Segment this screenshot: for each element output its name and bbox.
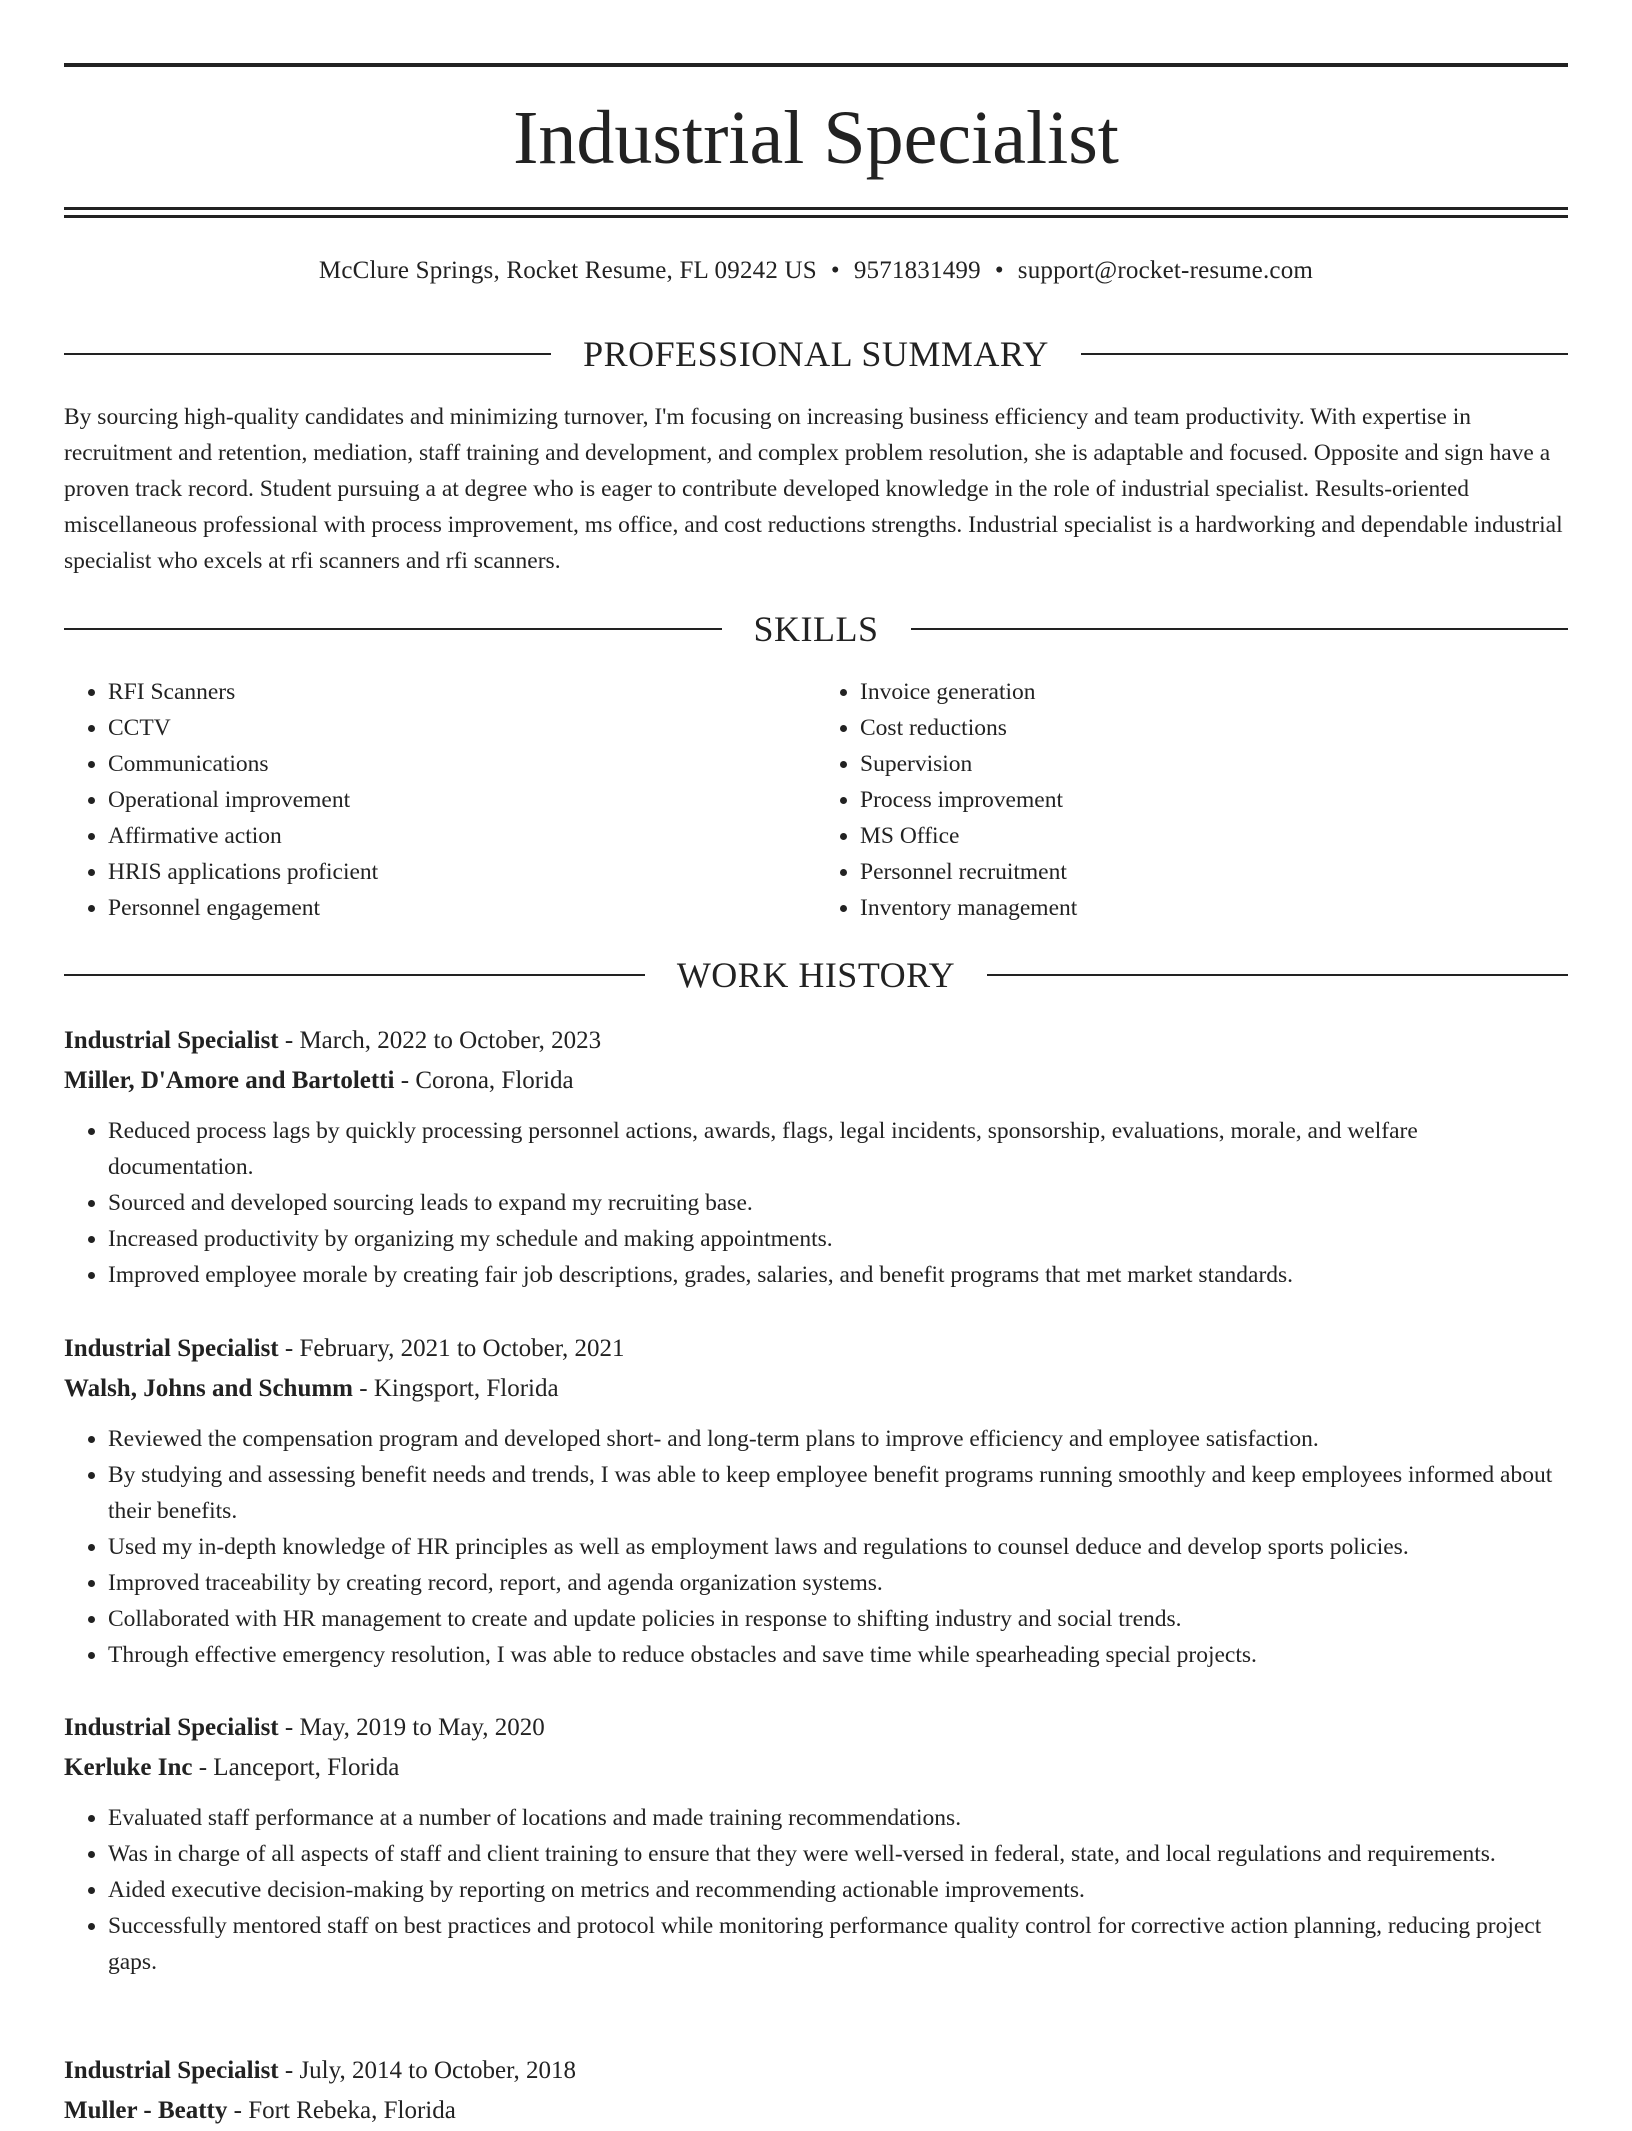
- contact-address: McClure Springs, Rocket Resume, FL 09242 US: [318, 257, 817, 284]
- job-company-line: [64, 1061, 1568, 1101]
- work-heading-label: WORK HISTORY: [676, 955, 956, 995]
- heading-rule-right: [987, 974, 1568, 976]
- job-bullet: • Improved employee morale by creating fair job descriptions, grades, salaries, and benefit programs that met market standards.: [108, 1257, 1568, 1293]
- skill-item: • Cost reductions: [860, 710, 1568, 746]
- skill-item: • Personnel recruitment: [860, 854, 1568, 890]
- job-dates: - February, 2021 to October, 2021: [278, 1335, 625, 1362]
- skills-heading-label: SKILLS: [753, 609, 879, 649]
- job-bullets: [64, 1421, 1568, 1673]
- job-dates: - May, 2019 to May, 2020: [278, 1714, 545, 1741]
- job-bullet: • By studying and assessing benefit needs and trends, I was able to keep employee benefit programs running smoothly and keep employees informed about their benefits.: [108, 1457, 1568, 1529]
- contact-email[interactable]: support@rocket-resume.com: [1017, 257, 1314, 284]
- job-bullet: • Was in charge of all aspects of staff and client training to ensure that they were well-versed in federal, state, and local regulations and requirements.: [108, 1836, 1568, 1872]
- job-company: Muller - Beatty: [64, 2097, 228, 2124]
- job-company-line: [64, 1369, 1568, 1409]
- job-bullet: • Improved traceability by creating record, report, and agenda organization systems.: [108, 1565, 1568, 1601]
- title-rule-lower: [64, 215, 1568, 218]
- summary-heading: [64, 332, 1568, 376]
- work-entry: [64, 1708, 1568, 1980]
- job-bullet: • Aided executive decision-making by reporting on metrics and recommending actionable improvements.: [108, 1872, 1568, 1908]
- job-bullet: • Increased productivity by organizing my schedule and making appointments.: [108, 1221, 1568, 1257]
- skill-item: • Personnel engagement: [108, 890, 816, 926]
- job-bullet: • Reviewed the compensation program and developed short- and long-term plans to improve efficiency and employee satisfaction.: [108, 1421, 1568, 1457]
- skill-item: • Communications: [108, 746, 816, 782]
- skill-item: • CCTV: [108, 710, 816, 746]
- job-bullet: • Successfully mentored staff on best practices and protocol while monitoring performance quality control for corrective action planning, reducing project gaps.: [108, 1908, 1568, 1980]
- job-bullet: • Through effective emergency resolution, I was able to reduce obstacles and save time while spearheading special projects.: [108, 1637, 1568, 1673]
- heading-rule-left: [64, 974, 645, 976]
- skills-list: [64, 674, 1568, 926]
- job-bullet: • Used my in-depth knowledge of HR principles as well as employment laws and regulations to counsel deduce and develop sports policies.: [108, 1529, 1568, 1565]
- skill-item: • MS Office: [860, 818, 1568, 854]
- job-location: - Fort Rebeka, Florida: [227, 2097, 456, 2124]
- skill-item: • Affirmative action: [108, 818, 816, 854]
- skill-item: • Supervision: [860, 746, 1568, 782]
- skill-item: • Operational improvement: [108, 782, 816, 818]
- work-entry: [64, 1021, 1568, 1293]
- heading-rule-left: [64, 353, 551, 355]
- job-bullets: [64, 1113, 1568, 1293]
- skill-item: • Process improvement: [860, 782, 1568, 818]
- contact-separator: •: [994, 257, 1004, 284]
- job-dates: - March, 2022 to October, 2023: [278, 1027, 602, 1054]
- job-title: Industrial Specialist: [64, 1335, 279, 1362]
- job-company-line: [64, 1748, 1568, 1788]
- skills-heading: [64, 607, 1568, 651]
- summary-text: By sourcing high-quality candidates and minimizing turnover, I'm focusing on increasing business efficiency and team productivity. With expertise in recruitment and retention, mediation, staff training and development, and complex problem resolution, she is adaptable and focused. Opposite and sign have a proven track record. Student pursuing a at degree who is eager to contribute developed knowledge in the role of industrial specialist. Results-oriented miscellaneous professional with process improvement, ms office, and cost reductions strengths. Industrial specialist is a hardworking and dependable industrial specialist who excels at rfi scanners and rfi scanners.: [64, 404, 1563, 574]
- skill-item: • Inventory management: [860, 890, 1568, 926]
- skills-column-left: [64, 674, 816, 926]
- work-entry: [64, 1329, 1568, 1673]
- job-title-line: [64, 2051, 1568, 2091]
- work-heading: [64, 953, 1568, 997]
- job-bullets: [64, 1800, 1568, 1980]
- job-title-line: [64, 1329, 1568, 1369]
- job-dates: - July, 2014 to October, 2018: [278, 2057, 576, 2084]
- skill-item: • RFI Scanners: [108, 674, 816, 710]
- skill-item: • Invoice generation: [860, 674, 1568, 710]
- job-bullet: • Sourced and developed sourcing leads to expand my recruiting base.: [108, 1185, 1568, 1221]
- job-location: - Lanceport, Florida: [192, 1754, 400, 1781]
- job-title: Industrial Specialist: [64, 2057, 279, 2084]
- job-location: - Kingsport, Florida: [353, 1375, 559, 1402]
- job-location: - Corona, Florida: [394, 1067, 574, 1094]
- job-title: Industrial Specialist: [64, 1027, 279, 1054]
- contact-separator: •: [830, 257, 840, 284]
- resume-title: Industrial Specialist: [513, 96, 1119, 180]
- job-bullet: • Collaborated with HR management to create and update policies in response to shifting industry and social trends.: [108, 1601, 1568, 1637]
- top-rule: [64, 63, 1568, 67]
- job-company: Miller, D'Amore and Bartoletti: [64, 1067, 395, 1094]
- heading-rule-right: [1081, 353, 1568, 355]
- job-company: Kerluke Inc: [64, 1754, 193, 1781]
- job-title: Industrial Specialist: [64, 1714, 279, 1741]
- skill-item: • HRIS applications proficient: [108, 854, 816, 890]
- job-company-line: [64, 2091, 1568, 2131]
- summary-heading-label: PROFESSIONAL SUMMARY: [583, 334, 1049, 374]
- work-entry: [64, 2051, 1568, 2131]
- job-company: Walsh, Johns and Schumm: [64, 1375, 354, 1402]
- contact-line: [64, 253, 1568, 289]
- job-title-line: [64, 1708, 1568, 1748]
- job-bullet: • Evaluated staff performance at a number of locations and made training recommendations.: [108, 1800, 1568, 1836]
- title-rule-upper: [64, 207, 1568, 210]
- contact-phone[interactable]: 9571831499: [853, 257, 981, 284]
- skills-column-right: [816, 674, 1568, 926]
- job-title-line: [64, 1021, 1568, 1061]
- job-bullet: • Reduced process lags by quickly processing personnel actions, awards, flags, legal incidents, sponsorship, evaluations, morale, and welfare documentation.: [108, 1113, 1568, 1185]
- heading-rule-left: [64, 628, 722, 630]
- heading-rule-right: [911, 628, 1569, 630]
